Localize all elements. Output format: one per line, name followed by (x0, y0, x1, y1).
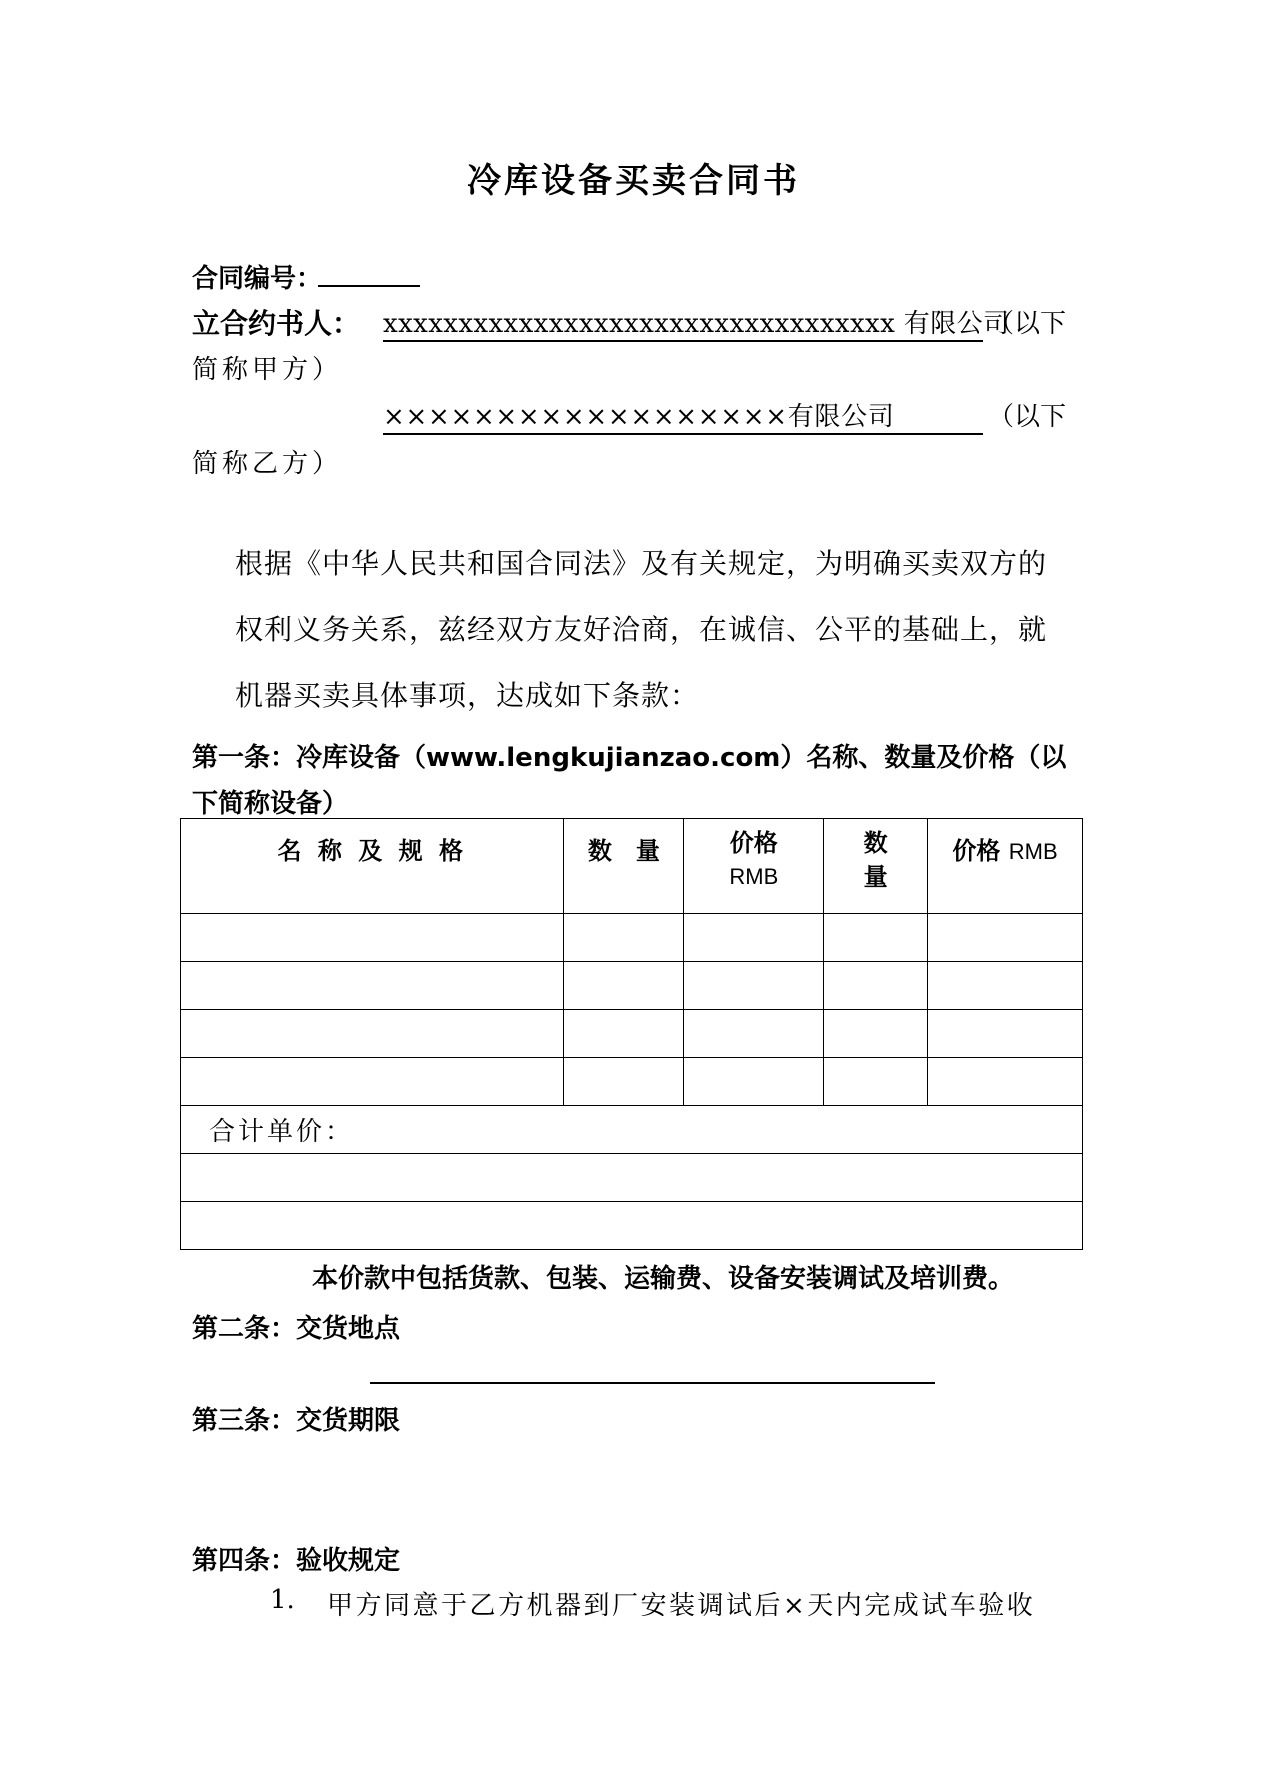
article-4-item-1-text: 甲方同意于乙方机器到厂安装调试后×天内完成试车验收 (327, 1591, 1036, 1621)
total-row (181, 1106, 1083, 1154)
header-price (684, 819, 824, 914)
table-row (181, 914, 1083, 962)
table-cell[interactable] (824, 962, 928, 1010)
header-quantity-2-b: 量 (863, 863, 888, 891)
contract-title: 冷库设备买卖合同书 (467, 161, 800, 201)
signer-label: 立合约书人： (192, 307, 361, 340)
party-a-name: xxxxxxxxxxxxxxxxxxxxxxxxxxxxxxxxxx 有限公司 (383, 303, 983, 342)
header-price-label: 价格 (729, 829, 778, 857)
preamble-line-3: 机器买卖具体事项，达成如下条款： (235, 679, 700, 712)
table-cell[interactable] (824, 914, 928, 962)
table-cell[interactable] (684, 1058, 824, 1106)
party-b-name: ××××××××××××××××××有限公司 (383, 396, 983, 435)
header-quantity-2 (824, 819, 928, 914)
table-cell[interactable] (824, 1058, 928, 1106)
contract-no-blank[interactable] (318, 285, 420, 287)
header-price-2-label: 价格 (952, 837, 1001, 865)
header-quantity: 数 量 (564, 819, 684, 914)
table-row (181, 1202, 1083, 1250)
article-3-heading: 第三条：交货期限 (192, 1406, 401, 1436)
party-a-alias: 简称甲方） (192, 355, 343, 385)
table-cell[interactable] (684, 1010, 824, 1058)
table-cell[interactable] (181, 914, 564, 962)
table-cell[interactable] (564, 914, 684, 962)
header-name-spec: 名 称 及 规 格 (181, 819, 564, 914)
table-cell[interactable] (181, 962, 564, 1010)
article-1-heading-cont: 下简称设备） (192, 789, 349, 819)
price-note: 本价款中包括货款、包装、运输费、设备安装调试及培训费。 (312, 1264, 1015, 1294)
party-b-suffix: （以下 (988, 402, 1067, 432)
table-cell[interactable] (181, 1058, 564, 1106)
table-cell[interactable] (928, 1010, 1083, 1058)
header-price-2-currency: RMB (1008, 839, 1058, 864)
table-cell[interactable] (684, 962, 824, 1010)
table-row (181, 1058, 1083, 1106)
header-quantity-2-a: 数 (863, 829, 888, 857)
table-cell[interactable] (928, 914, 1083, 962)
contract-no-label: 合同编号： (192, 264, 323, 294)
preamble-line-1: 根据《中华人民共和国合同法》及有关规定，为明确买卖双方的 (235, 547, 1048, 580)
table-cell[interactable] (181, 1154, 1083, 1202)
party-a-suffix: （以下 (988, 309, 1067, 339)
table-cell[interactable] (928, 1058, 1083, 1106)
table-cell[interactable] (928, 962, 1083, 1010)
table-row (181, 962, 1083, 1010)
table-cell[interactable] (824, 1010, 928, 1058)
delivery-location-blank[interactable] (370, 1382, 935, 1384)
table-cell[interactable] (181, 1010, 564, 1058)
table-row (181, 1010, 1083, 1058)
equipment-table (180, 818, 1083, 1250)
header-price-currency: RMB (729, 864, 779, 889)
header-price-2 (928, 819, 1083, 914)
table-row (181, 1154, 1083, 1202)
total-label: 合计单价： (181, 1106, 1083, 1154)
table-cell[interactable] (564, 962, 684, 1010)
table-cell[interactable] (684, 914, 824, 962)
article-4-item-1-number: 1. (270, 1585, 295, 1615)
party-b-alias: 简称乙方） (192, 449, 343, 479)
table-header-row (181, 819, 1083, 914)
article-2-heading: 第二条：交货地点 (192, 1314, 401, 1344)
article-1-heading: 第一条：冷库设备（www.lengkujianzao.com）名称、数量及价格（以 (192, 743, 1067, 773)
table-cell[interactable] (564, 1010, 684, 1058)
article-4-heading: 第四条：验收规定 (192, 1546, 401, 1576)
table-cell[interactable] (181, 1202, 1083, 1250)
preamble-line-2: 权利义务关系，兹经双方友好洽商，在诚信、公平的基础上，就 (235, 613, 1048, 646)
table-cell[interactable] (564, 1058, 684, 1106)
